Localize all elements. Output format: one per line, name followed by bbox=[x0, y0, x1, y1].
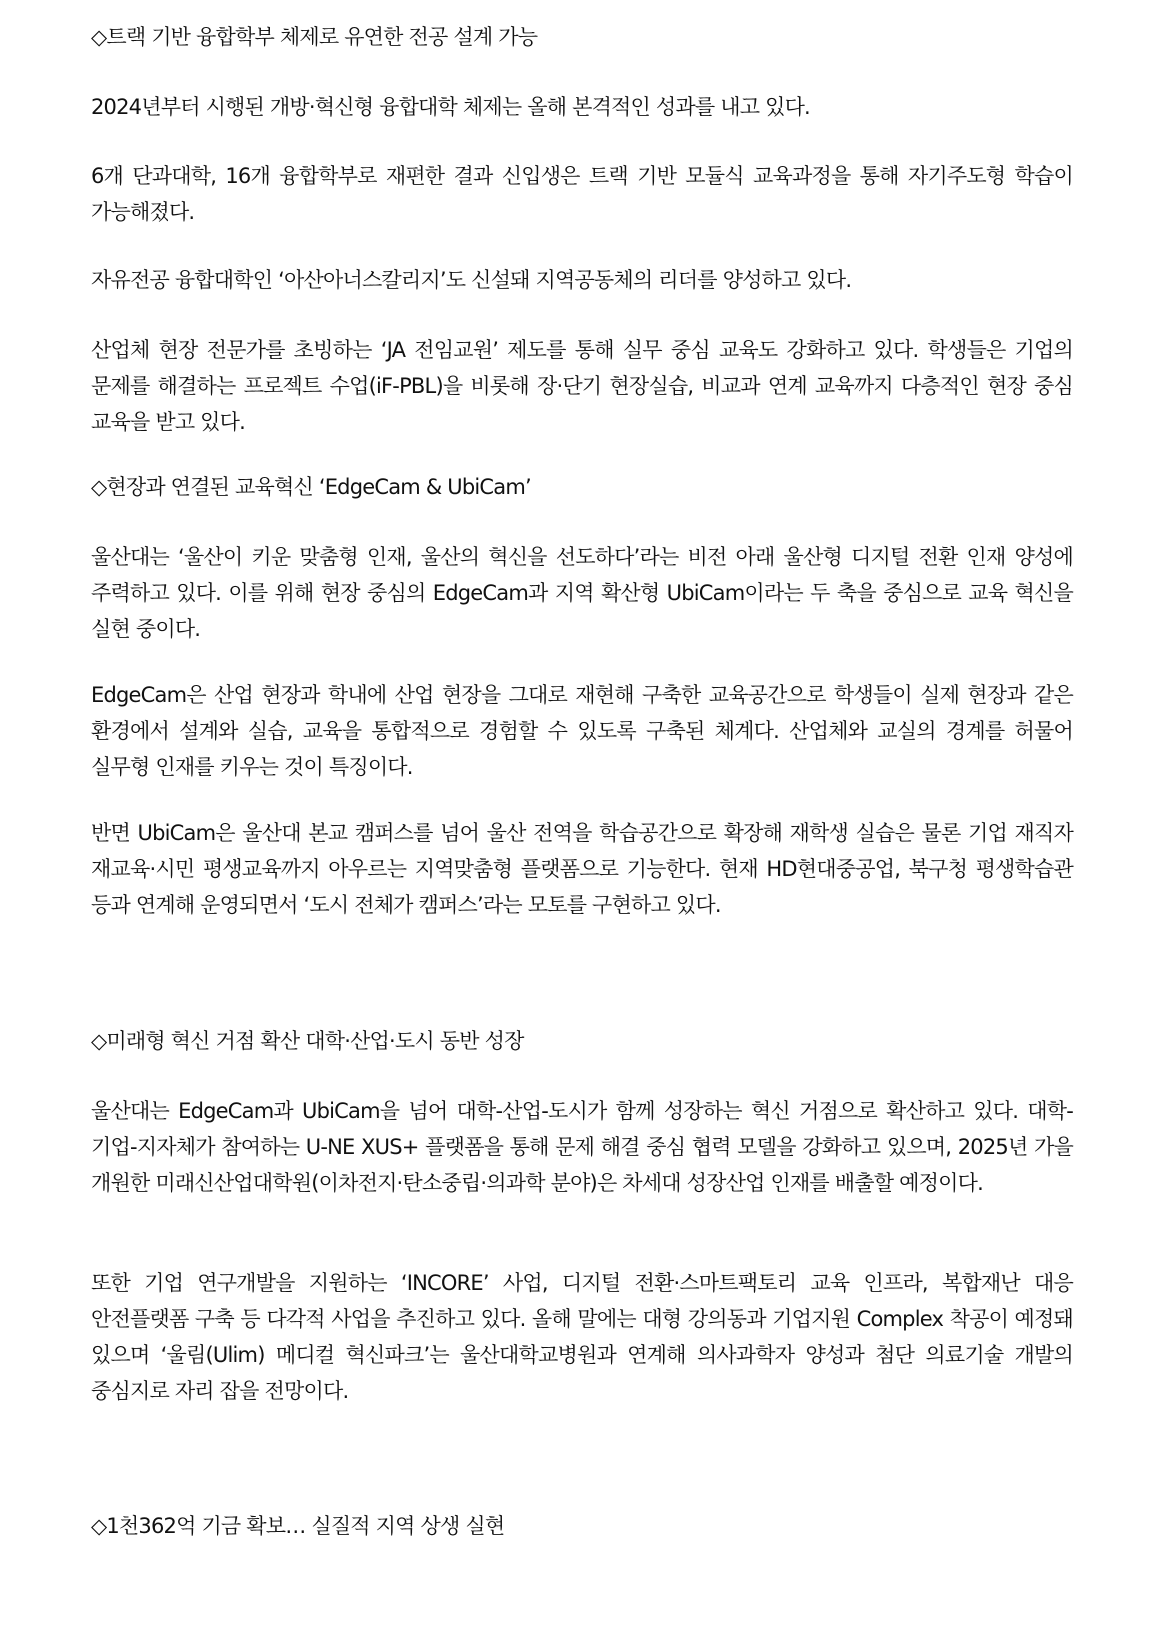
section-heading-edgecam-ubicam: ◇현장과 연결된 교육혁신 ‘EdgeCam & UbiCam’ bbox=[91, 475, 531, 499]
paragraph-incore-projects: 또한 기업 연구개발을 지원하는 ‘INCORE’ 사업, 디지털 전환·스마트팩토리 교육 인프라, 복합재난 대응 안전플랫폼 구축 등 다각적 사업을 추진하고 있다. 올해 말에는 대형 강의동과 기업지원 Complex 착공이 예정돼 있으며 ‘울림(Ulim) 메디컬 혁신파크’는 울산대학교병원과 연계해 의사과학자 양성과 첨단 의료기술 개발의 중심지로 자리 잡을 전망이다. bbox=[91, 1271, 1073, 1403]
paragraph-ulsan-vision: 울산대는 ‘울산이 키운 맞춤형 인재, 울산의 혁신을 선도하다’라는 비전 아래 울산형 디지털 전환 인재 양성에 주력하고 있다. 이를 위해 현장 중심의 EdgeCam과 지역 확산형 UbiCam이라는 두 축을 중심으로 교육 혁신을 실현 중이다. bbox=[91, 545, 1073, 641]
paragraph-unexus-platform: 울산대는 EdgeCam과 UbiCam을 넘어 대학-산업-도시가 함께 성장하는 혁신 거점으로 확산하고 있다. 대학-기업-지자체가 참여하는 U-NE XUS+ 플랫폼을 통해 문제 해결 중심 협력 모델을 강화하고 있으며, 2025년 가을 개원한 미래신산업대학원(이차전지·탄소중립·의과학 분야)은 차세대 성장산업 인재를 배출할 예정이다. bbox=[91, 1099, 1073, 1195]
paragraph-edgecam: EdgeCam은 산업 현장과 학내에 산업 현장을 그대로 재현해 구축한 교육공간으로 학생들이 실제 현장과 같은 환경에서 설계와 실습, 교육을 통합적으로 경험할 수 있도록 구축된 체계다. 산업체와 교실의 경계를 허물어 실무형 인재를 키우는 것이 특징이다. bbox=[91, 683, 1073, 779]
section-heading-fund-secured: ◇1천362억 기금 확보… 실질적 지역 상생 실현 bbox=[91, 1514, 505, 1538]
paragraph-college-restructuring: 6개 단과대학, 16개 융합학부로 재편한 결과 신입생은 트랙 기반 모듈식 교육과정을 통해 자기주도형 학습이 가능해졌다. bbox=[91, 164, 1073, 224]
section-heading-track-based-majors: ◇트랙 기반 융합학부 체제로 유연한 전공 설계 가능 bbox=[91, 25, 538, 49]
paragraph-asan-honors-college: 자유전공 융합대학인 ‘아산아너스칼리지’도 신설돼 지역공동체의 리더를 양성하고 있다. bbox=[91, 268, 852, 292]
paragraph-ja-faculty-system: 산업체 현장 전문가를 초빙하는 ‘JA 전임교원’ 제도를 통해 실무 중심 교육도 강화하고 있다. 학생들은 기업의 문제를 해결하는 프로젝트 수업(iF-PBL)을 비롯해 장·단기 현장실습, 비교과 연계 교육까지 다층적인 현장 중심 교육을 받고 있다. bbox=[91, 338, 1073, 434]
paragraph-convergence-college-results: 2024년부터 시행된 개방·혁신형 융합대학 체제는 올해 본격적인 성과를 내고 있다. bbox=[91, 95, 810, 119]
section-heading-innovation-hub: ◇미래형 혁신 거점 확산 대학·산업·도시 동반 성장 bbox=[91, 1029, 524, 1053]
paragraph-ubicam: 반면 UbiCam은 울산대 본교 캠퍼스를 넘어 울산 전역을 학습공간으로 확장해 재학생 실습은 물론 기업 재직자 재교육·시민 평생교육까지 아우르는 지역맞춤형 플랫폼으로 기능한다. 현재 HD현대중공업, 북구청 평생학습관 등과 연계해 운영되면서 ‘도시 전체가 캠퍼스’라는 모토를 구현하고 있다. bbox=[91, 821, 1073, 917]
